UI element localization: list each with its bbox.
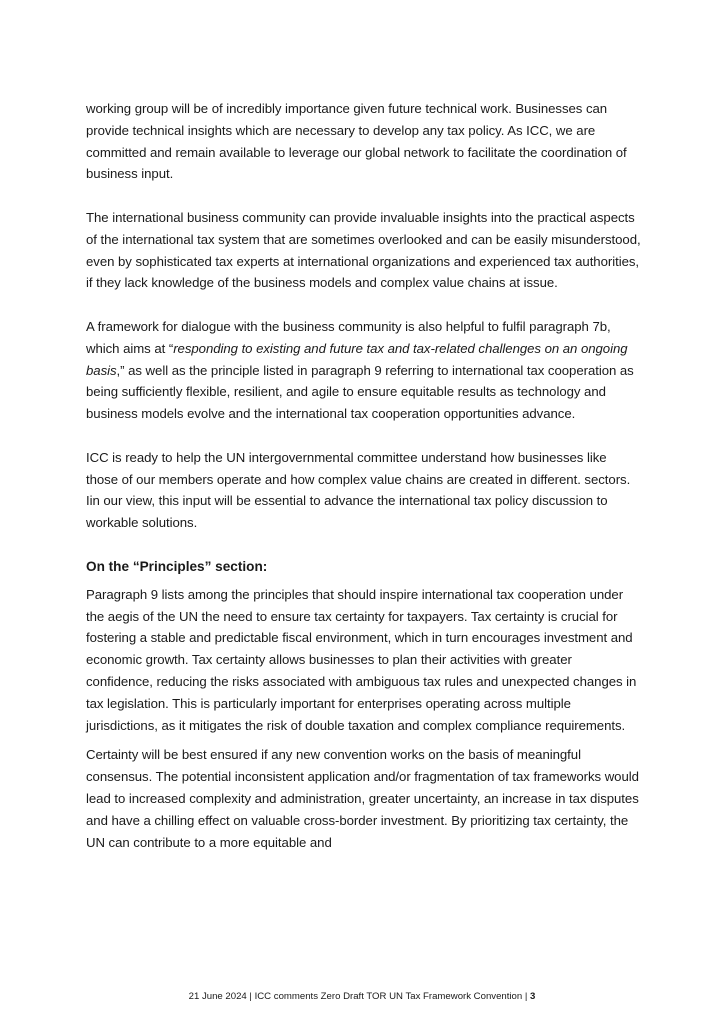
footer-text: 21 June 2024 | ICC comments Zero Draft TOR UN Tax Framework Convention |: [188, 991, 531, 1002]
page-footer: [0, 990, 724, 1004]
paragraph-7b-text-start: A framework for dialogue with the business community is also helpful to fulfil paragraph 7b, which aims at “: [86, 318, 611, 356]
page-number: 3: [530, 991, 536, 1002]
paragraph-business-insights: The international business community can provide invaluable insights into the practical aspects of the international tax system that are sometimes overlooked and can be easily misunderstood, even by sophisticated tax experts at international organizations and experienced tax authorities, if they lack knowledge of the business models and complex value chains at issue.: [86, 209, 641, 291]
paragraph-icc-ready: ICC is ready to help the UN intergovernmental committee understand how businesses like those of our members operate and how complex value chains are created in different. sectors. Iin our view, this input will be essential to advance the international tax policy discussion to workable solutions.: [86, 449, 631, 531]
document-body: [86, 98, 642, 853]
paragraph-consensus: Certainty will be best ensured if any new convention works on the basis of meaningful consensus. The potential inconsistent application and/or fragmentation of tax frameworks would lead to increased complexity and administration, greater uncertainty, an increase in tax disputes and have a chilling effect on valuable cross-border investment. By prioritizing tax certainty, the UN can contribute to a more equitable and: [86, 747, 639, 850]
paragraph-7b-text-end: ,” as well as the principle listed in paragraph 9 referring to international tax cooperation as being sufficiently flexible, resilient, and agile to ensure equitable results as technology and business models evolve and the international tax cooperation opportunities advance.: [86, 362, 634, 422]
paragraph-7b-quote: responding to existing and future tax and tax-related challenges on an ongoing basis: [86, 340, 628, 378]
principles-heading: On the “Principles” section:: [86, 558, 268, 574]
paragraph-tax-certainty: Paragraph 9 lists among the principles that should inspire international tax cooperation under the aegis of the UN the need to ensure tax certainty for taxpayers. Tax certainty is crucial for fostering a stable and predictable fiscal environment, which in turn encourages investment and economic growth. Tax certainty allows businesses to plan their activities with greater confidence, reducing the risks associated with ambiguous tax rules and unexpected changes in tax legislation. This is particularly important for enterprises operating across multiple jurisdictions, as it mitigates the risk of double taxation and complex compliance requirements.: [86, 586, 637, 733]
paragraph-working-group: working group will be of incredibly importance given future technical work. Businesses can provide technical insights which are necessary to develop any tax policy. As ICC, we are committed and remain available to leverage our global network to facilitate the coordination of business input.: [86, 101, 627, 182]
paragraph-framework-dialogue: [86, 316, 642, 425]
